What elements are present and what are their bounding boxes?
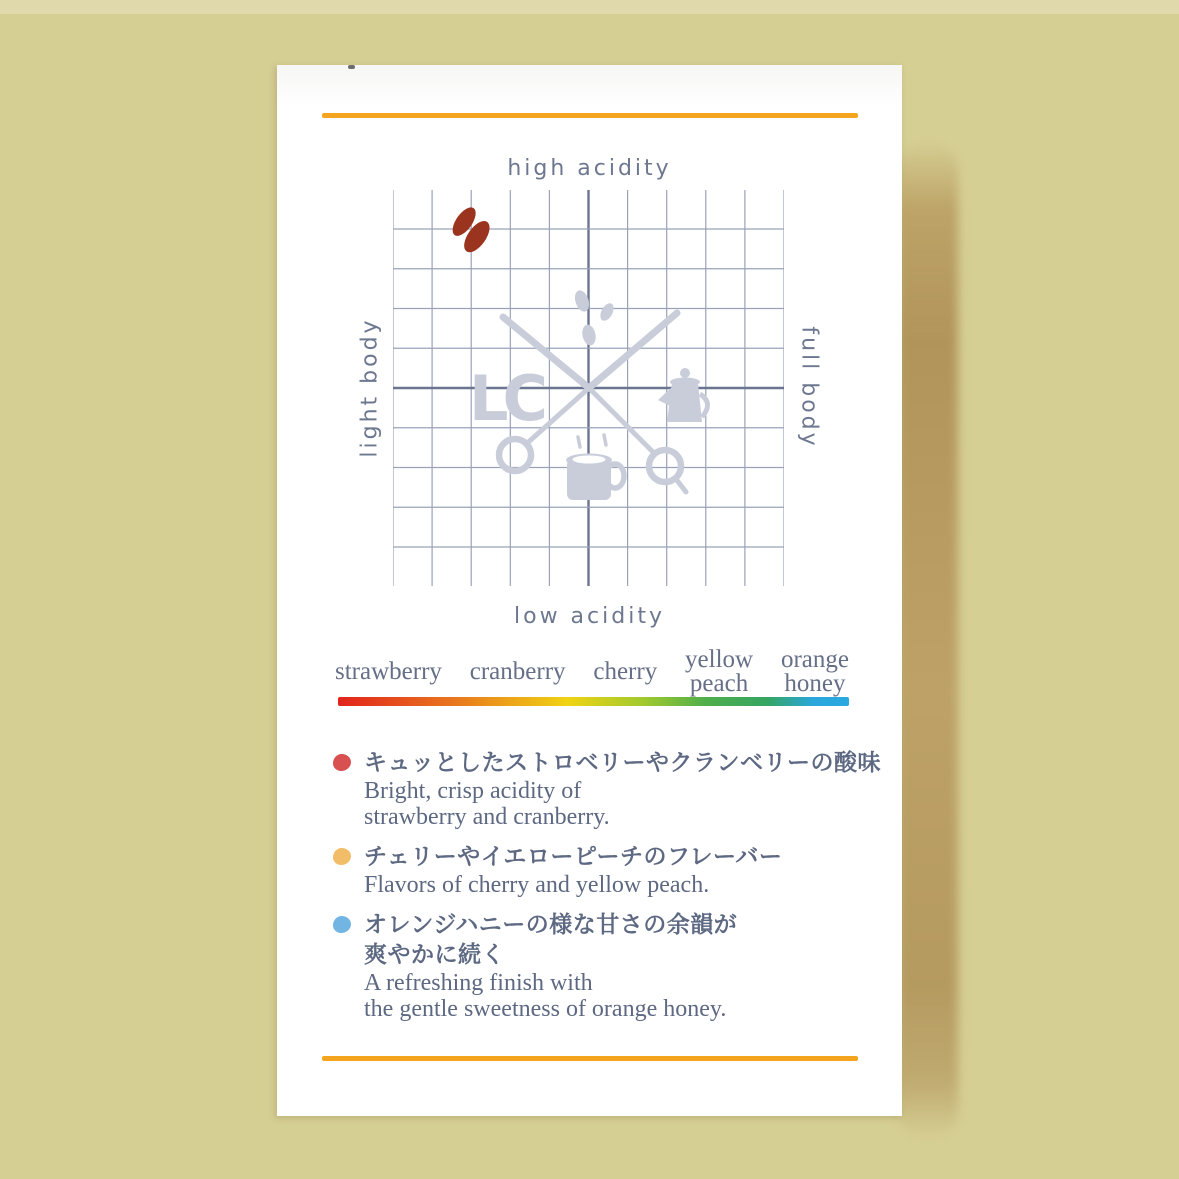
tasting-note (333, 910, 853, 1022)
top-accent-rule (322, 113, 858, 118)
full-body-label: full body (796, 326, 822, 449)
note-text (364, 748, 881, 830)
bottom-accent-rule (322, 1056, 858, 1061)
background-light-band (0, 0, 1179, 14)
flavor-label-line: strawberry (335, 658, 442, 685)
low-acidity-label: low acidity (514, 604, 665, 629)
note-text (364, 910, 737, 1022)
note-english-line: the gentle sweetness of orange honey. (364, 996, 727, 1022)
note-bullet-icon (333, 754, 351, 771)
photo-clip-mark (348, 65, 355, 69)
tasting-note (333, 842, 853, 898)
flavor-label (685, 648, 753, 696)
flavor-label-line: honey (784, 670, 846, 697)
tasting-note (333, 748, 881, 830)
note-japanese-line: オレンジハニーの様な甘さの余韻が (364, 912, 738, 937)
watermark-monogram: LC (469, 362, 543, 435)
wooden-stick (898, 140, 958, 1140)
acidity-body-chart (393, 190, 784, 586)
light-body-label: light body (357, 317, 383, 458)
flavor-gradient-bar (338, 697, 849, 706)
note-english-line: strawberry and cranberry. (364, 804, 610, 830)
scissor-ring-tail-icon (676, 479, 686, 492)
scissor-blade-icon (589, 313, 677, 388)
note-japanese-line: チェリーやイエローピーチのフレーバー (364, 844, 783, 869)
scissor-handle-icon (589, 388, 656, 455)
coffee-profile-card (277, 65, 902, 1116)
flavor-label (470, 660, 566, 684)
chart-svg (393, 190, 784, 586)
note-english-line: Flavors of cherry and yellow peach. (364, 872, 710, 898)
note-english-line: Bright, crisp acidity of (364, 778, 582, 804)
flavor-label-line: cherry (593, 658, 658, 685)
coffee-bean-marker (444, 204, 496, 257)
scissor-ring-icon (499, 439, 531, 471)
flavor-label (781, 648, 849, 696)
note-english-line: A refreshing finish with (364, 970, 593, 996)
note-text (364, 842, 782, 898)
note-japanese-line: 爽やかに続く (364, 942, 505, 967)
flavor-label-line: yellow (685, 646, 754, 673)
flavor-label-line: peach (689, 670, 749, 697)
flavor-label (593, 660, 657, 684)
note-bullet-icon (333, 848, 351, 865)
tasting-notes (333, 748, 881, 1034)
note-japanese-line: キュッとしたストロベリーやクランベリーの酸味 (364, 750, 881, 775)
flavor-label (335, 660, 442, 684)
high-acidity-label: high acidity (507, 156, 672, 181)
coffee-beans-icon (572, 289, 616, 347)
flavor-label-line: orange (780, 646, 849, 673)
flavor-label-line: cranberry (469, 658, 566, 685)
note-bullet-icon (333, 916, 351, 933)
coffee-pot-icon (658, 368, 708, 422)
flavor-scale-labels (335, 646, 849, 697)
